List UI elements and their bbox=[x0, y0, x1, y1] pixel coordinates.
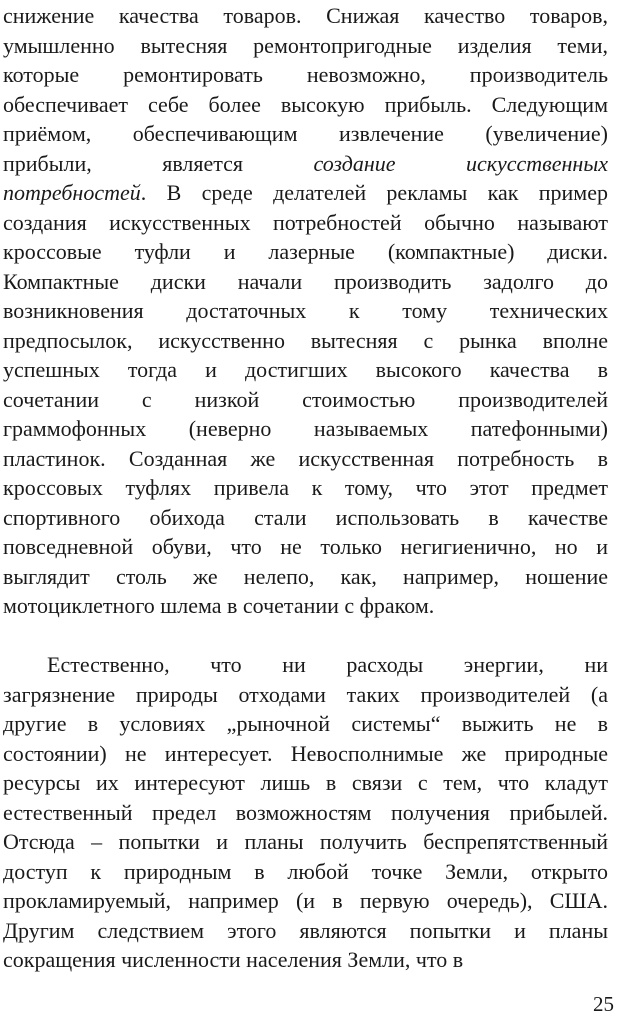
text-segment: пластинок. Созданная же искусственная потребность в bbox=[3, 445, 608, 471]
text-line bbox=[3, 31, 608, 61]
text-segment: другие в условиях „рыночной системы“ выжить не в bbox=[3, 711, 608, 736]
text-line bbox=[3, 355, 608, 385]
text-segment: умышленно вытесняя ремонтопригодные изделия теми, bbox=[3, 32, 608, 58]
text-line bbox=[3, 414, 608, 444]
text-line bbox=[3, 886, 608, 916]
text-segment: выглядит столь же нелепо, как, например, ношение bbox=[3, 563, 608, 589]
text-segment: которые ремонтировать невозможно, производитель bbox=[3, 62, 608, 87]
text-line bbox=[3, 827, 608, 857]
text-line bbox=[3, 444, 608, 474]
text-line bbox=[3, 739, 608, 769]
text-segment: снижение качества товаров. Снижая качество товаров, bbox=[3, 3, 608, 28]
text-line bbox=[3, 267, 608, 297]
text-line bbox=[3, 237, 608, 267]
text-line bbox=[3, 798, 608, 828]
text-line bbox=[3, 562, 608, 592]
text-segment: спортивного обихода стали использовать в качестве bbox=[3, 504, 608, 530]
italic-text: создание искусственных bbox=[313, 150, 608, 176]
text-segment: загрязнение природы отходами таких производителей (а bbox=[3, 681, 608, 707]
text-segment: возникновения достаточных к тому технических bbox=[3, 298, 608, 323]
text-line bbox=[3, 385, 608, 415]
page-number: 25 bbox=[593, 992, 614, 1016]
text-segment: обеспечивает себе более высокую прибыль. Следующим bbox=[3, 91, 608, 117]
text-segment: естественный предел возможностям получения прибылей. bbox=[3, 799, 608, 825]
text-line bbox=[3, 326, 608, 356]
text-line bbox=[3, 178, 608, 208]
text-segment: кроссовых туфлях привела к тому, что этот предмет bbox=[3, 475, 608, 500]
text-segment: ресурсы их интересуют лишь в связи с тем, что кладут bbox=[3, 770, 608, 795]
text-segment: успешных тогда и достигших высокого качества в bbox=[3, 357, 608, 382]
text-line bbox=[3, 857, 608, 887]
text-line bbox=[3, 916, 608, 946]
text-segment: сокращения численности населения Земли, что в bbox=[3, 947, 464, 972]
text-line bbox=[3, 119, 608, 149]
text-line bbox=[3, 650, 608, 680]
text-line bbox=[3, 709, 608, 739]
text-segment: граммофонных (неверно называемых патефонными) bbox=[3, 416, 608, 441]
text-line bbox=[3, 90, 608, 120]
text-line bbox=[3, 296, 608, 326]
text-segment: прибыли, является bbox=[3, 150, 314, 176]
text-segment: Отсюда – попытки и планы получить беспрепятственный bbox=[3, 829, 608, 854]
text-line bbox=[3, 945, 608, 975]
text-segment: сочетании с низкой стоимостью производителей bbox=[3, 386, 608, 412]
text-segment: прокламируемый, например (и в первую очередь), США. bbox=[3, 888, 608, 913]
paragraph-2 bbox=[3, 650, 608, 975]
text-segment: Компактные диски начали производить задолго до bbox=[3, 268, 608, 294]
text-segment: кроссовые туфли и лазерные (компактные) диски. bbox=[3, 239, 608, 264]
text-segment: предпосылок, искусственно вытесняя с рынка вполне bbox=[3, 327, 608, 353]
text-segment: приёмом, обеспечивающим извлечение (увеличение) bbox=[3, 121, 608, 146]
paragraph-1 bbox=[3, 1, 608, 621]
text-line bbox=[3, 680, 608, 710]
text-line bbox=[3, 473, 608, 503]
text-segment: состоянии) не интересует. Невосполнимые же природные bbox=[3, 740, 608, 766]
text-segment: Другим следствием этого являются попытки и планы bbox=[3, 917, 608, 943]
text-line bbox=[3, 768, 608, 798]
text-line bbox=[3, 1, 608, 31]
text-line bbox=[3, 503, 608, 533]
text-line bbox=[3, 149, 608, 179]
text-line bbox=[3, 591, 608, 621]
text-segment: . В среде делателей рекламы как пример bbox=[140, 180, 608, 205]
text-segment: Естественно, что ни расходы энергии, ни bbox=[47, 652, 608, 677]
text-segment: создания искусственных потребностей обычно называют bbox=[3, 209, 608, 235]
text-segment: мотоциклетного шлема в сочетании с фраком. bbox=[3, 593, 435, 618]
text-line bbox=[3, 208, 608, 238]
text-line bbox=[3, 532, 608, 562]
italic-text: потребностей bbox=[3, 180, 141, 205]
text-segment: доступ к природным в любой точке Земли, открыто bbox=[3, 858, 608, 884]
text-line bbox=[3, 60, 608, 90]
text-segment: повседневной обуви, что не только негигиенично, но и bbox=[3, 534, 608, 559]
